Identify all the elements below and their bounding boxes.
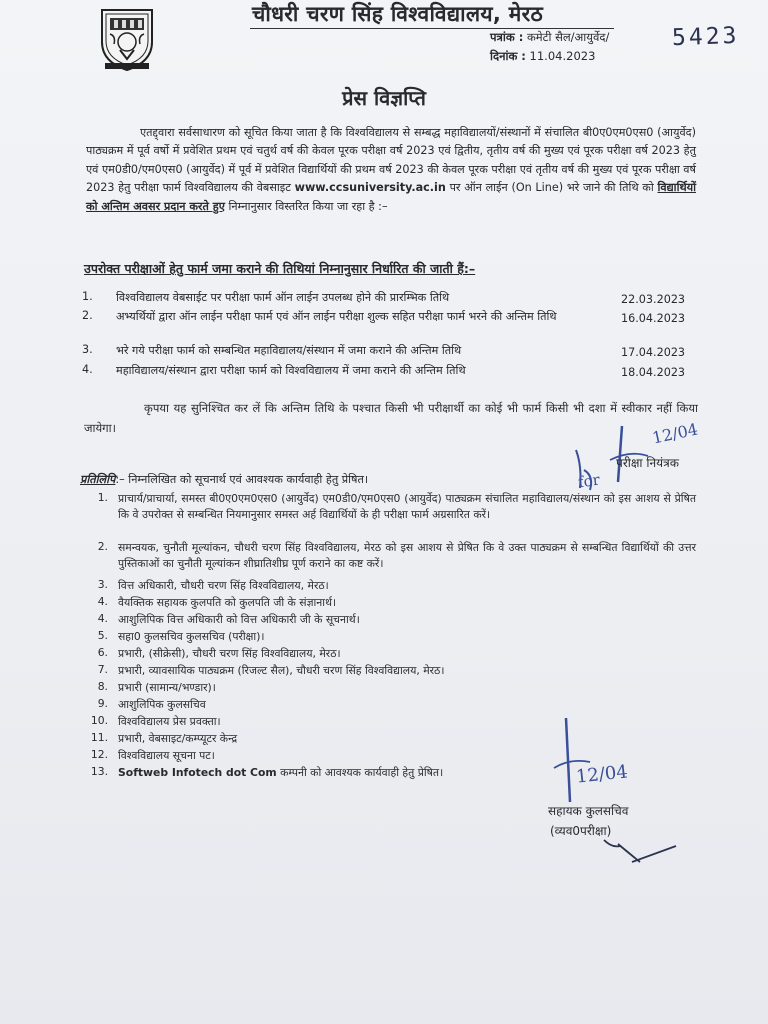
copy-text: प्रभारी (सामान्य/भण्डार)। <box>118 681 216 694</box>
schedule-row <box>80 363 696 383</box>
copy-text: समन्वयक, चुनौती मूल्यांकन, चौधरी चरण सिंह विश्वविद्यालय, मेरठ को इस आशय से प्रेषित कि वे उक्त पाठ्यक्रम से सम्बन्धित विद्यार्थियों की उत्तर पुस्तिकाओं का चुनौती मूल्यांकन शीघ्रातिशीघ्र पूर्ण कराने का कष्ट करें। <box>118 541 696 570</box>
copy-text: प्रभारी, (सीक्रेसी), चौधरी चरण सिंह विश्वविद्यालय, मेरठ। <box>118 647 341 660</box>
copy-num: 7. <box>97 663 108 676</box>
controller-title: परीक्षा नियंत्रक <box>616 456 679 470</box>
copy-item <box>84 748 696 765</box>
copy-company-text: कम्पनी को आवश्यक कार्यवाही हेतु प्रेषित। <box>280 766 444 779</box>
copy-num: 4. <box>97 595 108 608</box>
intro-text-b: पर ऑन लाईन (On Line) भरे जाने की तिथि को <box>449 181 654 195</box>
copy-item <box>84 629 696 646</box>
copy-num: 3. <box>97 578 108 591</box>
university-seal-icon <box>96 6 158 72</box>
assistant-registrar-subtitle: (व्यव0परीक्षा) <box>550 824 612 838</box>
copy-item <box>84 578 696 595</box>
copy-list <box>84 491 696 782</box>
schedule-date: 17.04.2023 <box>621 346 686 359</box>
schedule-row <box>80 290 696 309</box>
copy-num: 9. <box>97 697 108 710</box>
copy-item <box>84 663 696 680</box>
schedule-num: 4. <box>82 363 93 376</box>
copy-item <box>84 491 696 540</box>
copy-num: 8. <box>97 680 108 693</box>
warning-paragraph: कृपया यह सुनिश्चित कर लें कि अन्तिम तिथि के पश्चात किसी भी परीक्षार्थी का कोई भी फार्म किसी भी दशा में स्वीकार नहीं किया जायेगा। <box>84 401 698 435</box>
copy-item <box>84 646 696 663</box>
schedule-num: 1. <box>82 290 93 303</box>
copy-text: आशुलिपिक वित्त अधिकारी को वित्त अधिकारी जी के सूचनार्थ। <box>118 613 360 626</box>
copy-text: प्रभारी, वेबसाइट/कम्प्यूटर केन्द्र <box>118 732 238 745</box>
copy-item <box>84 680 696 697</box>
copy-num: 2. <box>97 540 108 553</box>
university-name: चौधरी चरण सिंह विश्वविद्यालय, मेरठ <box>252 2 543 26</box>
schedule-list <box>80 290 696 383</box>
copy-text <box>118 765 696 781</box>
date-label: दिनांक : <box>490 49 526 63</box>
copy-company-name: Softweb Infotech dot Com <box>118 766 277 779</box>
copy-num: 12. <box>90 748 108 761</box>
handwritten-ref-number: 5423 <box>671 22 740 52</box>
copy-item <box>84 697 696 714</box>
handwritten-date-2: 12/04 <box>575 761 629 788</box>
schedule-text: भरे गये परीक्षा फार्म को सम्बन्धित महाविद्यालय/संस्थान में जमा कराने की अन्तिम तिथि <box>116 344 462 357</box>
copy-heading <box>80 472 368 487</box>
page-title: प्रेस विज्ञप्ति <box>342 86 426 110</box>
copy-num: 13. <box>90 765 108 778</box>
copy-item <box>84 612 696 629</box>
reference-line <box>490 30 609 45</box>
copy-text: प्राचार्य/प्राचार्या, समस्त बी0ए0एम0एस0 (आयुर्वेद) एम0डी0/एम0एस0 (आयुर्वेद) पाठ्यक्रम संचालित महाविद्यालय/संस्थान को इस आशय से प्रेषित कि वे उपरोक्त से सम्बन्धित नियमानुसार समस्त अर्ह विद्यार्थियों के ही परीक्षा फार्म अग्रसारित करें। <box>118 492 696 521</box>
website-link[interactable]: www.ccsuniversity.ac.in <box>294 181 446 195</box>
copy-text: विश्वविद्यालय प्रेस प्रवक्ता। <box>118 715 221 728</box>
schedule-text: अभ्यर्थियों द्वारा ऑन लाईन परीक्षा फार्म एवं ऑन लाईन परीक्षा शुल्क सहित परीक्षा फार्म भरने की अन्तिम तिथि <box>116 310 557 323</box>
header-underline <box>250 28 614 29</box>
date-value: 11.04.2023 <box>529 49 596 63</box>
assistant-registrar-title: सहायक कुलसचिव <box>548 804 629 818</box>
schedule-heading: उपरोक्त परीक्षाओं हेतु फार्म जमा कराने की तिथियां निम्नानुसार निर्धारित की जाती हैं:– <box>84 261 476 276</box>
schedule-text: विश्वविद्यालय वेबसाईट पर परीक्षा फार्म ऑन लाईन उपलब्ध होने की प्रारम्भिक तिथि <box>116 291 450 304</box>
copy-label: प्रतिलिपि <box>80 473 116 486</box>
handwritten-for-note: for <box>576 470 601 492</box>
intro-text-c: निम्नानुसार विस्तरित किया जा रहा है :– <box>228 199 388 213</box>
ref-value: कमेटी सैल/आयुर्वेद/ <box>526 30 610 44</box>
ref-label: पत्रांक : <box>490 30 524 44</box>
copy-text: आशुलिपिक कुलसचिव <box>118 698 206 711</box>
schedule-date: 22.03.2023 <box>621 293 686 306</box>
schedule-row <box>80 309 696 343</box>
copy-num: 6. <box>97 646 108 659</box>
copy-num: 11. <box>90 731 108 744</box>
copy-item <box>84 731 696 748</box>
copy-num: 10. <box>90 714 108 727</box>
copy-intro: :– निम्नलिखित को सूचनार्थ एवं आवश्यक कार्यवाही हेतु प्रेषित। <box>115 473 369 486</box>
copy-item <box>84 714 696 731</box>
copy-item <box>84 595 696 612</box>
date-line <box>490 49 595 64</box>
schedule-row <box>80 343 696 363</box>
schedule-num: 2. <box>82 309 93 322</box>
copy-text: प्रभारी, व्यावसायिक पाठ्यक्रम (रिजल्ट सैल), चौधरी चरण सिंह विश्वविद्यालय, मेरठ। <box>118 664 445 677</box>
schedule-date: 16.04.2023 <box>621 312 686 325</box>
intro-paragraph <box>86 124 696 216</box>
copy-text: वित्त अधिकारी, चौधरी चरण सिंह विश्वविद्यालय, मेरठ। <box>118 579 329 592</box>
copy-num: 1. <box>97 491 108 504</box>
copy-num: 5. <box>97 629 108 642</box>
copy-text: सहा0 कुलसचिव कुलसचिव (परीक्षा)। <box>118 630 265 643</box>
schedule-num: 3. <box>82 343 93 356</box>
schedule-text: महाविद्यालय/संस्थान द्वारा परीक्षा फार्म को विश्वविद्यालय में जमा कराने की अन्तिम तिथि <box>116 364 466 377</box>
copy-text: वैयक्तिक सहायक कुलपति को कुलपति जी के संज्ञानार्थ। <box>118 596 337 609</box>
handwritten-date-1: 12/04 <box>650 419 700 448</box>
copy-text: विश्वविद्यालय सूचना पट। <box>118 749 215 762</box>
copy-item <box>84 765 696 782</box>
copy-item <box>84 540 696 578</box>
intro-text-a: एतद्द्वारा सर्वसाधारण को सूचित किया जाता है कि विश्वविद्यालय से सम्बद्ध महाविद्यालयों/संस्थानों में संचालित बी0ए0एम0एस0 (आयुर्वेद) पाठ्यक्रम में पूर्व वर्षो में प्रवेशित प्रथम एवं चतुर्थ वर्ष की केवल पूरक परीक्षा वर्ष 2023 एवं द्वितीय, तृतीय वर्ष की मुख्य एवं पूरक परीक्षा वर्ष 2023 हेतु एवं एम0डी0/एम0एस0 (आयुर्वेद) में पूर्व में प्रवेशित विद्यार्थियों की प्रथम वर्ष 2023 की केवल पूरक परीक्षा एवं तृतीय वर्ष की मुख्य एवं पूरक परीक्षा वर्ष 2023 हेतु परीक्षा फार्म विश्वविद्यालय की वेबसाइट <box>86 126 696 195</box>
schedule-date: 18.04.2023 <box>621 366 686 379</box>
intro-emphasis: विद्यार्थियों को अन्तिम अवसर प्रदान करते हुए <box>86 181 697 213</box>
copy-num: 4. <box>97 612 108 625</box>
